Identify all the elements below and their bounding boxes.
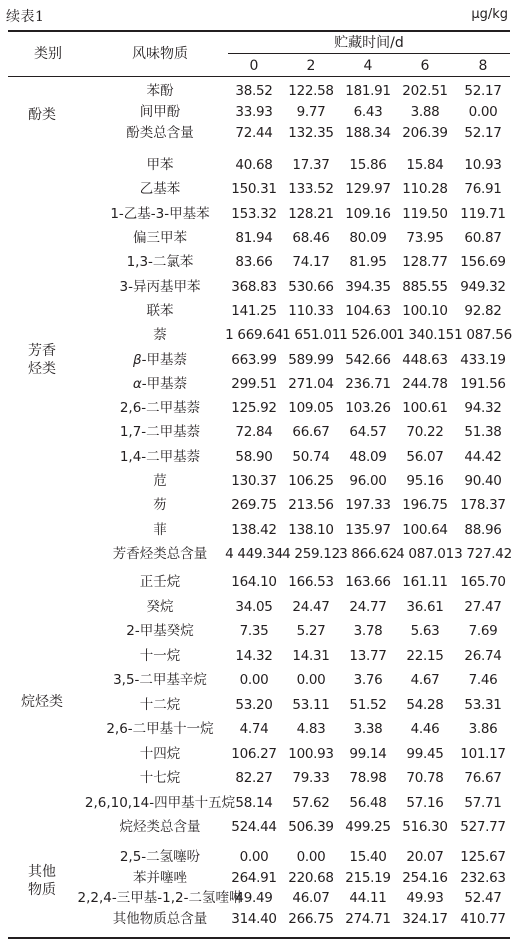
compound-name-text: 苊	[153, 473, 167, 490]
value-cell-day-0: 106.27	[231, 745, 277, 762]
value-cell-day-2: 74.17	[292, 254, 330, 271]
value-cell-day-0: 4 449.34	[225, 546, 283, 562]
value-cell-day-8: 90.40	[464, 473, 502, 490]
value-cell-day-6: 56.07	[406, 448, 444, 465]
value-cell-day-4: 81.95	[349, 254, 387, 271]
value-cell-day-0: 38.52	[235, 83, 273, 99]
value-cell-day-0: 153.32	[231, 205, 277, 222]
value-cell-day-2: 271.04	[288, 375, 334, 392]
value-cell-day-8: 27.47	[464, 598, 502, 615]
value-cell-day-6: 254.16	[402, 870, 448, 886]
value-cell-day-6: 49.93	[406, 890, 444, 906]
compound-name-text: 1-乙基-3-甲基苯	[110, 205, 210, 222]
value-cell-day-6: 516.30	[402, 819, 448, 835]
compound-name-text: 十一烷	[139, 647, 181, 664]
value-cell-day-2: 14.31	[292, 647, 330, 664]
value-cell-day-0: 164.10	[231, 574, 277, 590]
value-cell-day-0: 0.00	[239, 849, 269, 865]
value-cell-day-0: 14.32	[235, 647, 273, 664]
value-cell-day-6: 202.51	[402, 83, 448, 99]
value-cell-day-6: 73.95	[406, 229, 444, 246]
value-cell-day-0: 1 669.64	[225, 327, 283, 344]
compound-name-text: 十七烷	[139, 770, 181, 786]
compound-name-text: 1,7-二甲基萘	[119, 424, 201, 441]
category-aromatics-line1: 芳香	[28, 343, 56, 359]
value-cell-day-8: 191.56	[460, 375, 506, 392]
value-cell-day-2: 122.58	[288, 83, 334, 99]
value-cell-day-4: 44.11	[349, 890, 387, 906]
compound-name-text: 2,6,10,14-四甲基十五烷	[84, 794, 236, 811]
value-cell-day-0: 58.14	[235, 794, 273, 811]
value-cell-day-4: 3.76	[353, 672, 383, 688]
value-cell-day-8: 433.19	[460, 351, 506, 368]
value-cell-day-0: 4.74	[239, 721, 269, 737]
value-cell-day-8: 7.46	[468, 672, 498, 688]
value-cell-day-6: 70.22	[406, 424, 444, 441]
compound-name-text: 2,2,4-三甲基-1,2-二氢喹啉	[77, 890, 243, 906]
value-cell-day-8: 76.91	[464, 181, 502, 198]
value-cell-day-0: 524.44	[231, 819, 277, 835]
value-cell-day-0: 72.84	[235, 424, 273, 441]
time-header-0: 0	[249, 58, 259, 74]
value-cell-day-0: 81.94	[235, 229, 273, 246]
value-cell-day-0: 72.44	[235, 125, 273, 141]
header-category: 类别	[34, 46, 62, 62]
value-cell-day-2: 50.74	[292, 448, 330, 465]
value-cell-day-8: 10.93	[464, 157, 502, 173]
unit-label: μg/kg	[471, 7, 508, 22]
category-alkanes: 烷烃类	[21, 694, 63, 710]
compound-name-text: 烷烃类总含量	[119, 819, 201, 835]
value-cell-day-4: 51.52	[349, 696, 387, 713]
value-cell-day-2: 0.00	[296, 672, 326, 688]
value-cell-day-2: 0.00	[296, 849, 326, 865]
value-cell-day-0: 138.42	[231, 521, 277, 538]
value-cell-day-6: 70.78	[406, 770, 444, 786]
compound-name-text: 正壬烷	[139, 574, 181, 590]
value-cell-day-2: 128.21	[288, 205, 334, 222]
value-cell-day-2: 106.25	[288, 473, 334, 490]
value-cell-day-6: 5.63	[410, 623, 440, 639]
value-cell-day-4: 236.71	[345, 375, 391, 392]
value-cell-day-2: 1 651.01	[282, 327, 340, 344]
compound-name-text: 偏三甲苯	[133, 229, 187, 246]
compound-name-text: 甲苯	[146, 157, 174, 173]
value-cell-day-4: 15.40	[349, 849, 387, 865]
compound-name-text: 酚类总含量	[126, 125, 194, 141]
value-cell-day-8: 52.47	[464, 890, 502, 906]
compound-name-text: 3,5-二甲基辛烷	[113, 672, 207, 688]
value-cell-day-8: 165.70	[460, 574, 506, 590]
compound-name-text: 3-异丙基甲苯	[119, 278, 201, 295]
value-cell-day-6: 57.16	[406, 794, 444, 811]
value-cell-day-0: 53.20	[235, 696, 273, 713]
value-cell-day-2: 9.77	[296, 104, 326, 120]
value-cell-day-2: 266.75	[288, 911, 334, 927]
value-cell-day-2: 5.27	[296, 623, 326, 639]
value-cell-day-8: 3.86	[468, 721, 498, 737]
compound-name-text: 芳香烃类总含量	[112, 546, 208, 562]
value-cell-day-0: 141.25	[231, 302, 277, 319]
value-cell-day-2: 110.33	[288, 302, 334, 319]
time-header-2: 4	[363, 58, 373, 74]
value-cell-day-2: 213.56	[288, 497, 334, 514]
value-cell-day-6: 119.50	[402, 205, 448, 222]
value-cell-day-6: 4.67	[410, 672, 440, 688]
value-cell-day-8: 76.67	[464, 770, 502, 786]
value-cell-day-6: 100.10	[402, 302, 448, 319]
value-cell-day-4: 48.09	[349, 448, 387, 465]
value-cell-day-2: 530.66	[288, 278, 334, 295]
value-cell-day-8: 57.71	[464, 794, 502, 811]
header-storage-time: 贮藏时间/d	[334, 35, 404, 51]
value-cell-day-4: 163.66	[345, 574, 391, 590]
table-caption: 续表1	[6, 9, 45, 25]
value-cell-day-0: 33.93	[235, 104, 273, 120]
value-cell-day-4: 135.97	[345, 521, 391, 538]
value-cell-day-6: 54.28	[406, 696, 444, 713]
value-cell-day-0: 0.00	[239, 672, 269, 688]
value-cell-day-8: 94.32	[464, 400, 502, 417]
compound-name-text: 间甲酚	[139, 104, 181, 120]
value-cell-day-8: 88.96	[464, 521, 502, 538]
value-cell-day-4: 215.19	[345, 870, 391, 886]
value-cell-day-8: 410.77	[460, 911, 506, 927]
value-cell-day-4: 104.63	[345, 302, 391, 319]
value-cell-day-2: 79.33	[292, 770, 330, 786]
value-cell-day-6: 206.39	[402, 125, 448, 141]
compound-name-text: 1,4-二甲基萘	[119, 448, 201, 465]
value-cell-day-4: 3 866.62	[339, 546, 397, 562]
value-cell-day-8: 527.77	[460, 819, 506, 835]
value-cell-day-4: 99.14	[349, 745, 387, 762]
compound-name-text: 2-甲基癸烷	[126, 623, 194, 639]
value-cell-day-8: 178.37	[460, 497, 506, 514]
value-cell-day-4: 64.57	[349, 424, 387, 441]
value-cell-day-2: 57.62	[292, 794, 330, 811]
value-cell-day-0: 663.99	[231, 351, 277, 368]
value-cell-day-8: 51.38	[464, 424, 502, 441]
value-cell-day-2: 4 259.12	[282, 546, 340, 562]
value-cell-day-4: 542.66	[345, 351, 391, 368]
value-cell-day-4: 15.86	[349, 157, 387, 173]
value-cell-day-6: 324.17	[402, 911, 448, 927]
value-cell-day-8: 26.74	[464, 647, 502, 664]
value-cell-day-4: 78.98	[349, 770, 387, 786]
value-cell-day-8: 232.63	[460, 870, 506, 886]
value-cell-day-4: 188.34	[345, 125, 391, 141]
value-cell-day-6: 196.75	[402, 497, 448, 514]
value-cell-day-4: 24.77	[349, 598, 387, 615]
value-cell-day-2: 589.99	[288, 351, 334, 368]
value-cell-day-4: 109.16	[345, 205, 391, 222]
value-cell-day-6: 4 087.01	[396, 546, 454, 562]
value-cell-day-6: 3.88	[410, 104, 440, 120]
value-cell-day-4: 56.48	[349, 794, 387, 811]
bottom-rule	[8, 937, 510, 939]
category-phenols: 酚类	[28, 107, 56, 123]
header-compound: 风味物质	[132, 46, 188, 62]
value-cell-day-6: 20.07	[406, 849, 444, 865]
value-cell-day-6: 22.15	[406, 647, 444, 664]
value-cell-day-4: 499.25	[345, 819, 391, 835]
value-cell-day-6: 95.16	[406, 473, 444, 490]
value-cell-day-0: 58.90	[235, 448, 273, 465]
value-cell-day-8: 101.17	[460, 745, 506, 762]
compound-name-text: 苯酚	[146, 83, 174, 99]
value-cell-day-8: 156.69	[460, 254, 506, 271]
value-cell-day-6: 100.61	[402, 400, 448, 417]
value-cell-day-0: 82.27	[235, 770, 273, 786]
value-cell-day-6: 15.84	[406, 157, 444, 173]
value-cell-day-4: 181.91	[345, 83, 391, 99]
value-cell-day-2: 66.67	[292, 424, 330, 441]
value-cell-day-2: 220.68	[288, 870, 334, 886]
compound-name-text: 其他物质总含量	[112, 911, 208, 927]
value-cell-day-2: 4.83	[296, 721, 326, 737]
value-cell-day-2: 100.93	[288, 745, 334, 762]
value-cell-day-6: 36.61	[406, 598, 444, 615]
compound-name-text: 联苯	[146, 302, 174, 319]
value-cell-day-6: 128.77	[402, 254, 448, 271]
compound-name-text: 1,3-二氯苯	[126, 254, 194, 271]
value-cell-day-0: 7.35	[239, 623, 269, 639]
value-cell-day-8: 119.71	[460, 205, 506, 222]
category-others-line1: 其他	[28, 864, 56, 880]
value-cell-day-4: 13.77	[349, 647, 387, 664]
value-cell-day-6: 885.55	[402, 278, 448, 295]
value-cell-day-2: 109.05	[288, 400, 334, 417]
compound-name-text: 菲	[153, 521, 167, 538]
value-cell-day-2: 24.47	[292, 598, 330, 615]
value-cell-day-6: 100.64	[402, 521, 448, 538]
value-cell-day-0: 150.31	[231, 181, 277, 198]
value-cell-day-4: 394.35	[345, 278, 391, 295]
value-cell-day-4: 3.38	[353, 721, 383, 737]
compound-name-text: -甲基萘	[141, 351, 187, 368]
value-cell-day-0: 264.91	[231, 870, 277, 886]
value-cell-day-8: 52.17	[464, 83, 502, 99]
header-span-rule	[228, 53, 510, 54]
compound-name-text: 2,6-二甲基十一烷	[106, 721, 214, 737]
compound-name-text: -甲基萘	[141, 375, 188, 392]
time-header-3: 6	[420, 58, 430, 74]
value-cell-day-6: 161.11	[402, 574, 448, 590]
compound-name-text: 十四烷	[139, 745, 181, 762]
category-others-line2: 物质	[28, 882, 56, 898]
value-cell-day-2: 53.11	[292, 696, 330, 713]
value-cell-day-2: 133.52	[288, 181, 334, 198]
time-header-4: 8	[478, 58, 488, 74]
value-cell-day-6: 99.45	[406, 745, 444, 762]
value-cell-day-4: 103.26	[345, 400, 391, 417]
value-cell-day-2: 506.39	[288, 819, 334, 835]
greek-prefix: α	[132, 375, 142, 392]
value-cell-day-8: 949.32	[460, 278, 506, 295]
value-cell-day-4: 96.00	[349, 473, 387, 490]
value-cell-day-8: 53.31	[464, 696, 502, 713]
value-cell-day-2: 68.46	[292, 229, 330, 246]
compound-name-text: 苯并噻唑	[133, 870, 187, 886]
value-cell-day-2: 132.35	[288, 125, 334, 141]
value-cell-day-6: 448.63	[402, 351, 448, 368]
compound-name-text: 十二烷	[139, 696, 181, 713]
value-cell-day-4: 197.33	[345, 497, 391, 514]
value-cell-day-0: 125.92	[231, 400, 277, 417]
compound-name-text: 2,6-二甲基萘	[119, 400, 201, 417]
value-cell-day-8: 125.67	[460, 849, 506, 865]
value-cell-day-8: 52.17	[464, 125, 502, 141]
value-cell-day-8: 3 727.42	[454, 546, 512, 562]
value-cell-day-2: 166.53	[288, 574, 334, 590]
value-cell-day-0: 368.83	[231, 278, 277, 295]
value-cell-day-0: 40.68	[235, 157, 273, 173]
value-cell-day-8: 7.69	[468, 623, 498, 639]
value-cell-day-4: 274.71	[345, 911, 391, 927]
value-cell-day-6: 4.46	[410, 721, 440, 737]
time-header-1: 2	[306, 58, 316, 74]
value-cell-day-2: 17.37	[292, 157, 330, 173]
compound-name-text: 萘	[153, 327, 167, 344]
value-cell-day-6: 110.28	[402, 181, 448, 198]
value-cell-day-2: 138.10	[288, 521, 334, 538]
value-cell-day-4: 129.97	[345, 181, 391, 198]
value-cell-day-4: 80.09	[349, 229, 387, 246]
greek-prefix: β	[133, 351, 142, 368]
value-cell-day-8: 92.82	[464, 302, 502, 319]
compound-name-text: 芴	[153, 497, 167, 514]
value-cell-day-2: 46.07	[292, 890, 330, 906]
value-cell-day-0: 269.75	[231, 497, 277, 514]
value-cell-day-0: 130.37	[231, 473, 277, 490]
value-cell-day-6: 1 340.15	[396, 327, 454, 344]
value-cell-day-0: 299.51	[231, 375, 277, 392]
value-cell-day-8: 60.87	[464, 229, 502, 246]
compound-name-text: 癸烷	[146, 598, 174, 615]
header-bottom-rule	[8, 76, 510, 77]
value-cell-day-8: 44.42	[464, 448, 502, 465]
compound-name-text: 2,5-二氢噻吩	[119, 849, 201, 865]
top-rule	[8, 30, 510, 32]
value-cell-day-4: 3.78	[353, 623, 383, 639]
value-cell-day-6: 244.78	[402, 375, 448, 392]
compound-name-text: 乙基苯	[139, 181, 181, 198]
category-aromatics-line2: 烃类	[28, 361, 56, 377]
value-cell-day-8: 1 087.56	[454, 327, 512, 344]
value-cell-day-4: 6.43	[353, 104, 383, 120]
value-cell-day-0: 34.05	[235, 598, 273, 615]
value-cell-day-0: 83.66	[235, 254, 273, 271]
value-cell-day-8: 0.00	[468, 104, 498, 120]
value-cell-day-4: 1 526.00	[339, 327, 397, 344]
value-cell-day-0: 49.49	[235, 890, 273, 906]
value-cell-day-0: 314.40	[231, 911, 277, 927]
